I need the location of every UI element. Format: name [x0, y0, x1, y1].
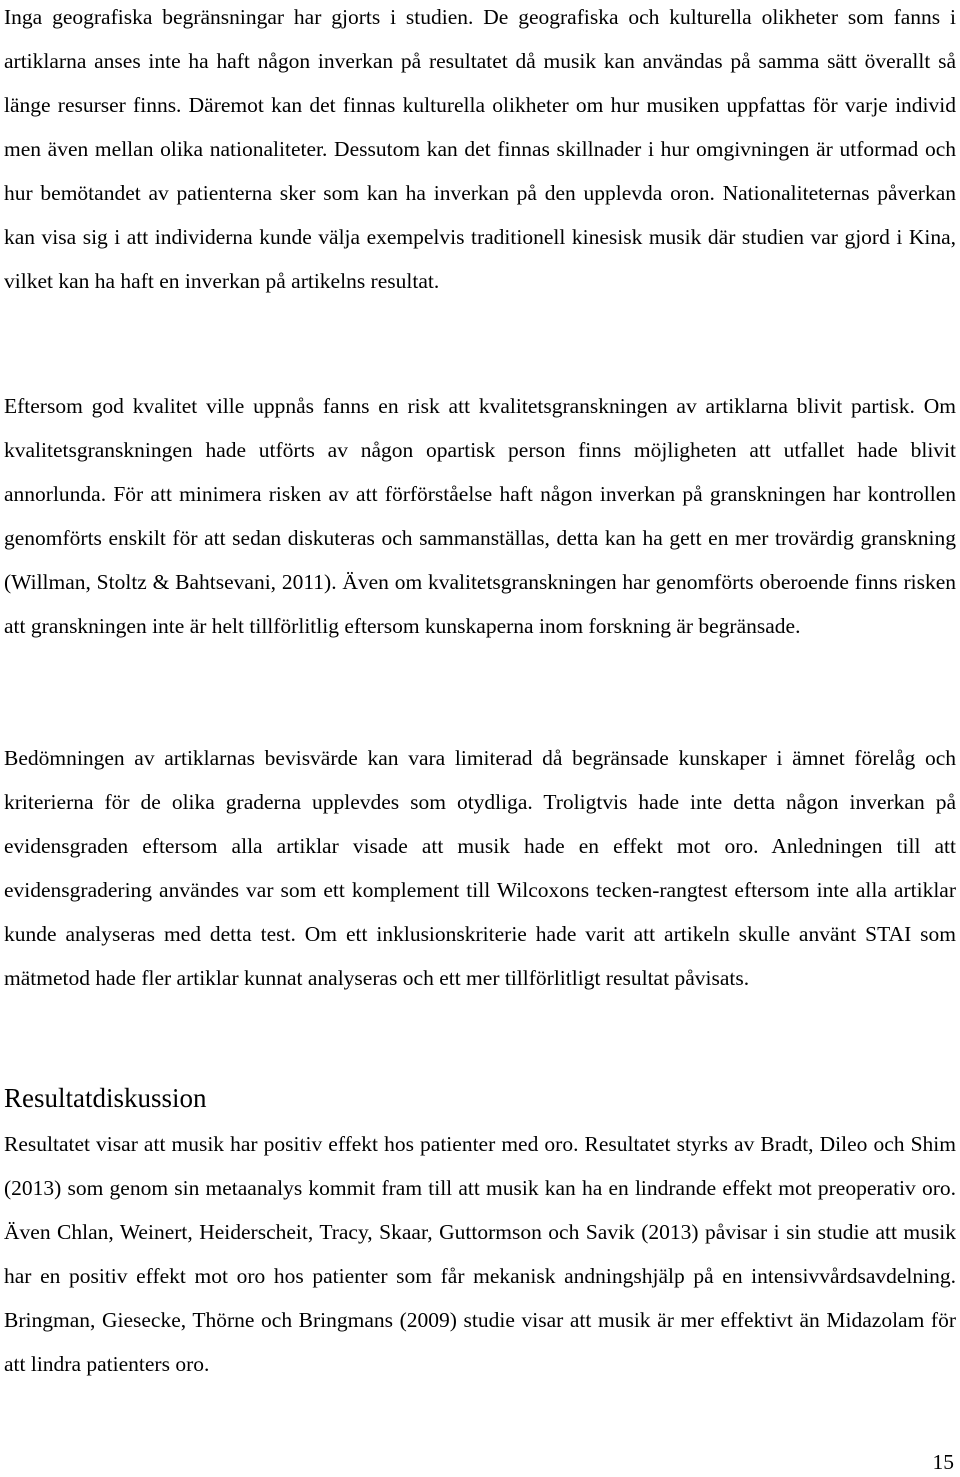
- page-number: 15: [932, 1450, 954, 1474]
- paragraph-results-discussion: Resultatet visar att musik har positiv effekt hos patienter med oro. Resultatet styrks av Bradt, Dileo och Shim (2013) som genom sin metaanalys kommit fram till att musik kan ha en lindrande effekt mot preoperativ oro. Även Chlan, Weinert, Heiderscheit, Tracy, Skaar, Guttormson och Savik (2013) påvisar i sin studie att musik har en positiv effekt mot oro hos patienter som får mekanisk andningshjälp på en intensivvårdsavdelning. Bringman, Giesecke, Thörne och Bringmans (2009) studie visar att musik är mer effektivt än Midazolam för att lindra patienters oro.: [4, 1132, 956, 1376]
- paragraph-evidence-grading: Bedömningen av artiklarnas bevisvärde kan vara limiterad då begränsade kunskaper i ämnet förelåg och kriterierna för de olika graderna upplevdes som otydliga. Troligtvis hade inte detta någon inverkan på evidensgraden eftersom alla artiklar visade att musik hade en effekt mot oro. Anledningen till att evidensgradering användes var som ett komplement till Wilcoxons tecken-rangtest eftersom inte alla artiklar kunde analyseras med detta test. Om ett inklusionskriterie hade varit att artikeln skulle använt STAI som mätmetod hade fler artiklar kunnat analyseras och ett mer tillförlitligt resultat påvisats.: [4, 746, 956, 990]
- section-heading: Resultatdiskussion: [4, 1083, 207, 1113]
- paragraph-limitations-geography: Inga geografiska begränsningar har gjorts i studien. De geografiska och kulturella olikheter som fanns i artiklarna anses inte ha haft någon inverkan på resultatet då musik kan användas på samma sätt överallt så länge resurser finns. Däremot kan det finnas kulturella olikheter om hur musiken uppfattas för varje individ men även mellan olika nationaliteter. Dessutom kan det finnas skillnader i hur omgivningen är utformad och hur bemötandet av patienterna sker som kan ha inverkan på den upplevda oron. Nationaliteternas påverkan kan visa sig i att individerna kunde välja exempelvis traditionell kinesisk musik där studien var gjord i Kina, vilket kan ha haft en inverkan på artikelns resultat.: [4, 5, 956, 293]
- paragraph-quality-review: Eftersom god kvalitet ville uppnås fanns en risk att kvalitetsgranskningen av artiklarna blivit partisk. Om kvalitetsgranskningen hade utförts av någon opartisk person finns möjligheten att utfallet hade blivit annorlunda. För att minimera risken av att förförståelse haft någon inverkan på granskningen har kontrollen genomförts enskilt för att sedan diskuteras och sammanställas, detta kan ha gett en mer trovärdig granskning (Willman, Stoltz & Bahtsevani, 2011). Även om kvalitetsgranskningen har genomförts oberoende finns risken att granskningen inte är helt tillförlitlig eftersom kunskaperna inom forskning är begränsade.: [4, 394, 956, 638]
